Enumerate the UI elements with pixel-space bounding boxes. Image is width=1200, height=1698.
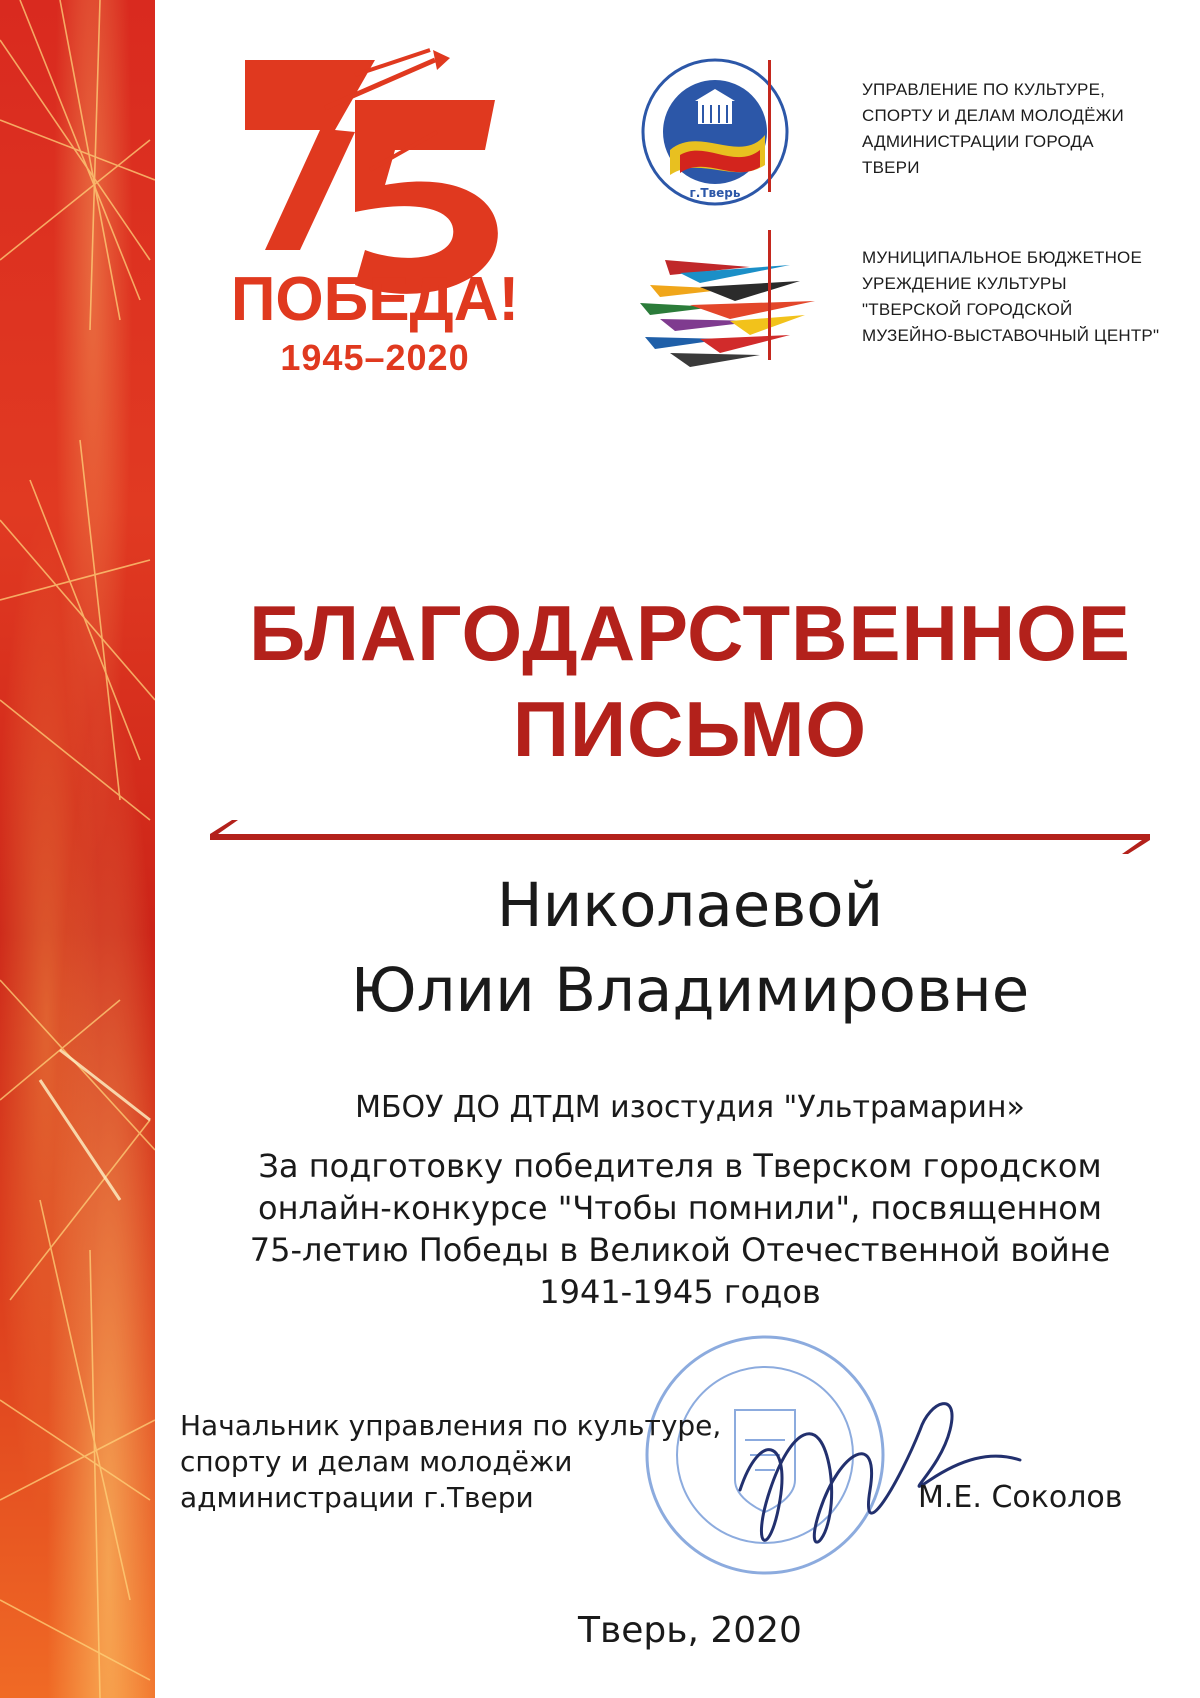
place-and-year: Тверь, 2020 [578,1610,802,1651]
recipient-organization: МБОУ ДО ДТДМ изостудия "Ультрамарин» [355,1090,1025,1125]
signatory-position-line: спорту и делам молодёжи [180,1445,573,1478]
museum-center-logo [640,255,815,375]
title-divider [210,820,1150,860]
logo-word: ПОБЕДА! [230,265,520,334]
fireworks-side-strip [0,0,155,1698]
reason-line: За подготовку победителя в Тверском городском [258,1147,1102,1185]
org1-line: АДМИНИСТРАЦИИ ГОРОДА [862,132,1094,151]
org1-line: СПОРТУ И ДЕЛАМ МОЛОДЁЖИ [862,106,1124,125]
signatory-position [180,1408,721,1516]
org2-line: МУЗЕЙНО-ВЫСТАВОЧНЫЙ ЦЕНТР" [862,326,1160,345]
title-line-1: БЛАГОДАРСТВЕННОЕ [249,589,1131,677]
recipient-name: Юлии Владимировне [350,955,1030,1026]
fireworks-illustration [0,0,155,1698]
title-line-2: ПИСЬМО [512,685,868,773]
org2-line: МУНИЦИПАЛЬНОЕ БЮДЖЕТНОЕ [862,248,1143,267]
document-title [180,585,1200,777]
reason-line: 1941-1945 годов [539,1273,821,1311]
signatory-position-line: Начальник управления по культуре, [180,1409,722,1442]
badge-city: г.Тверь [689,186,741,200]
org1-line: ТВЕРИ [862,158,920,177]
signatory-name: М.Е. Соколов [918,1480,1123,1515]
org2-line: "ТВЕРСКОЙ ГОРОДСКОЙ [862,300,1073,319]
reason-line: онлайн-конкурсе "Чтобы помнили", посвященном [258,1189,1102,1227]
reason-line: 75-летию Победы в Великой Отечественной войне [249,1231,1111,1269]
org2-line: УРЕЖДЕНИЕ КУЛЬТУРЫ [862,274,1067,293]
reason-text [160,1145,1200,1313]
header-divider-1 [768,60,771,192]
header-divider-2 [768,230,771,360]
org2-text [862,245,1159,349]
signatory-position-line: администрации г.Твери [180,1481,534,1514]
victory-75-logo [205,20,545,400]
logo-years: 1945–2020 [280,337,470,378]
org1-line: УПРАВЛЕНИЕ ПО КУЛЬТУРЕ, [862,80,1106,99]
org1-text [862,77,1124,181]
recipient-surname: Николаевой [496,870,884,941]
